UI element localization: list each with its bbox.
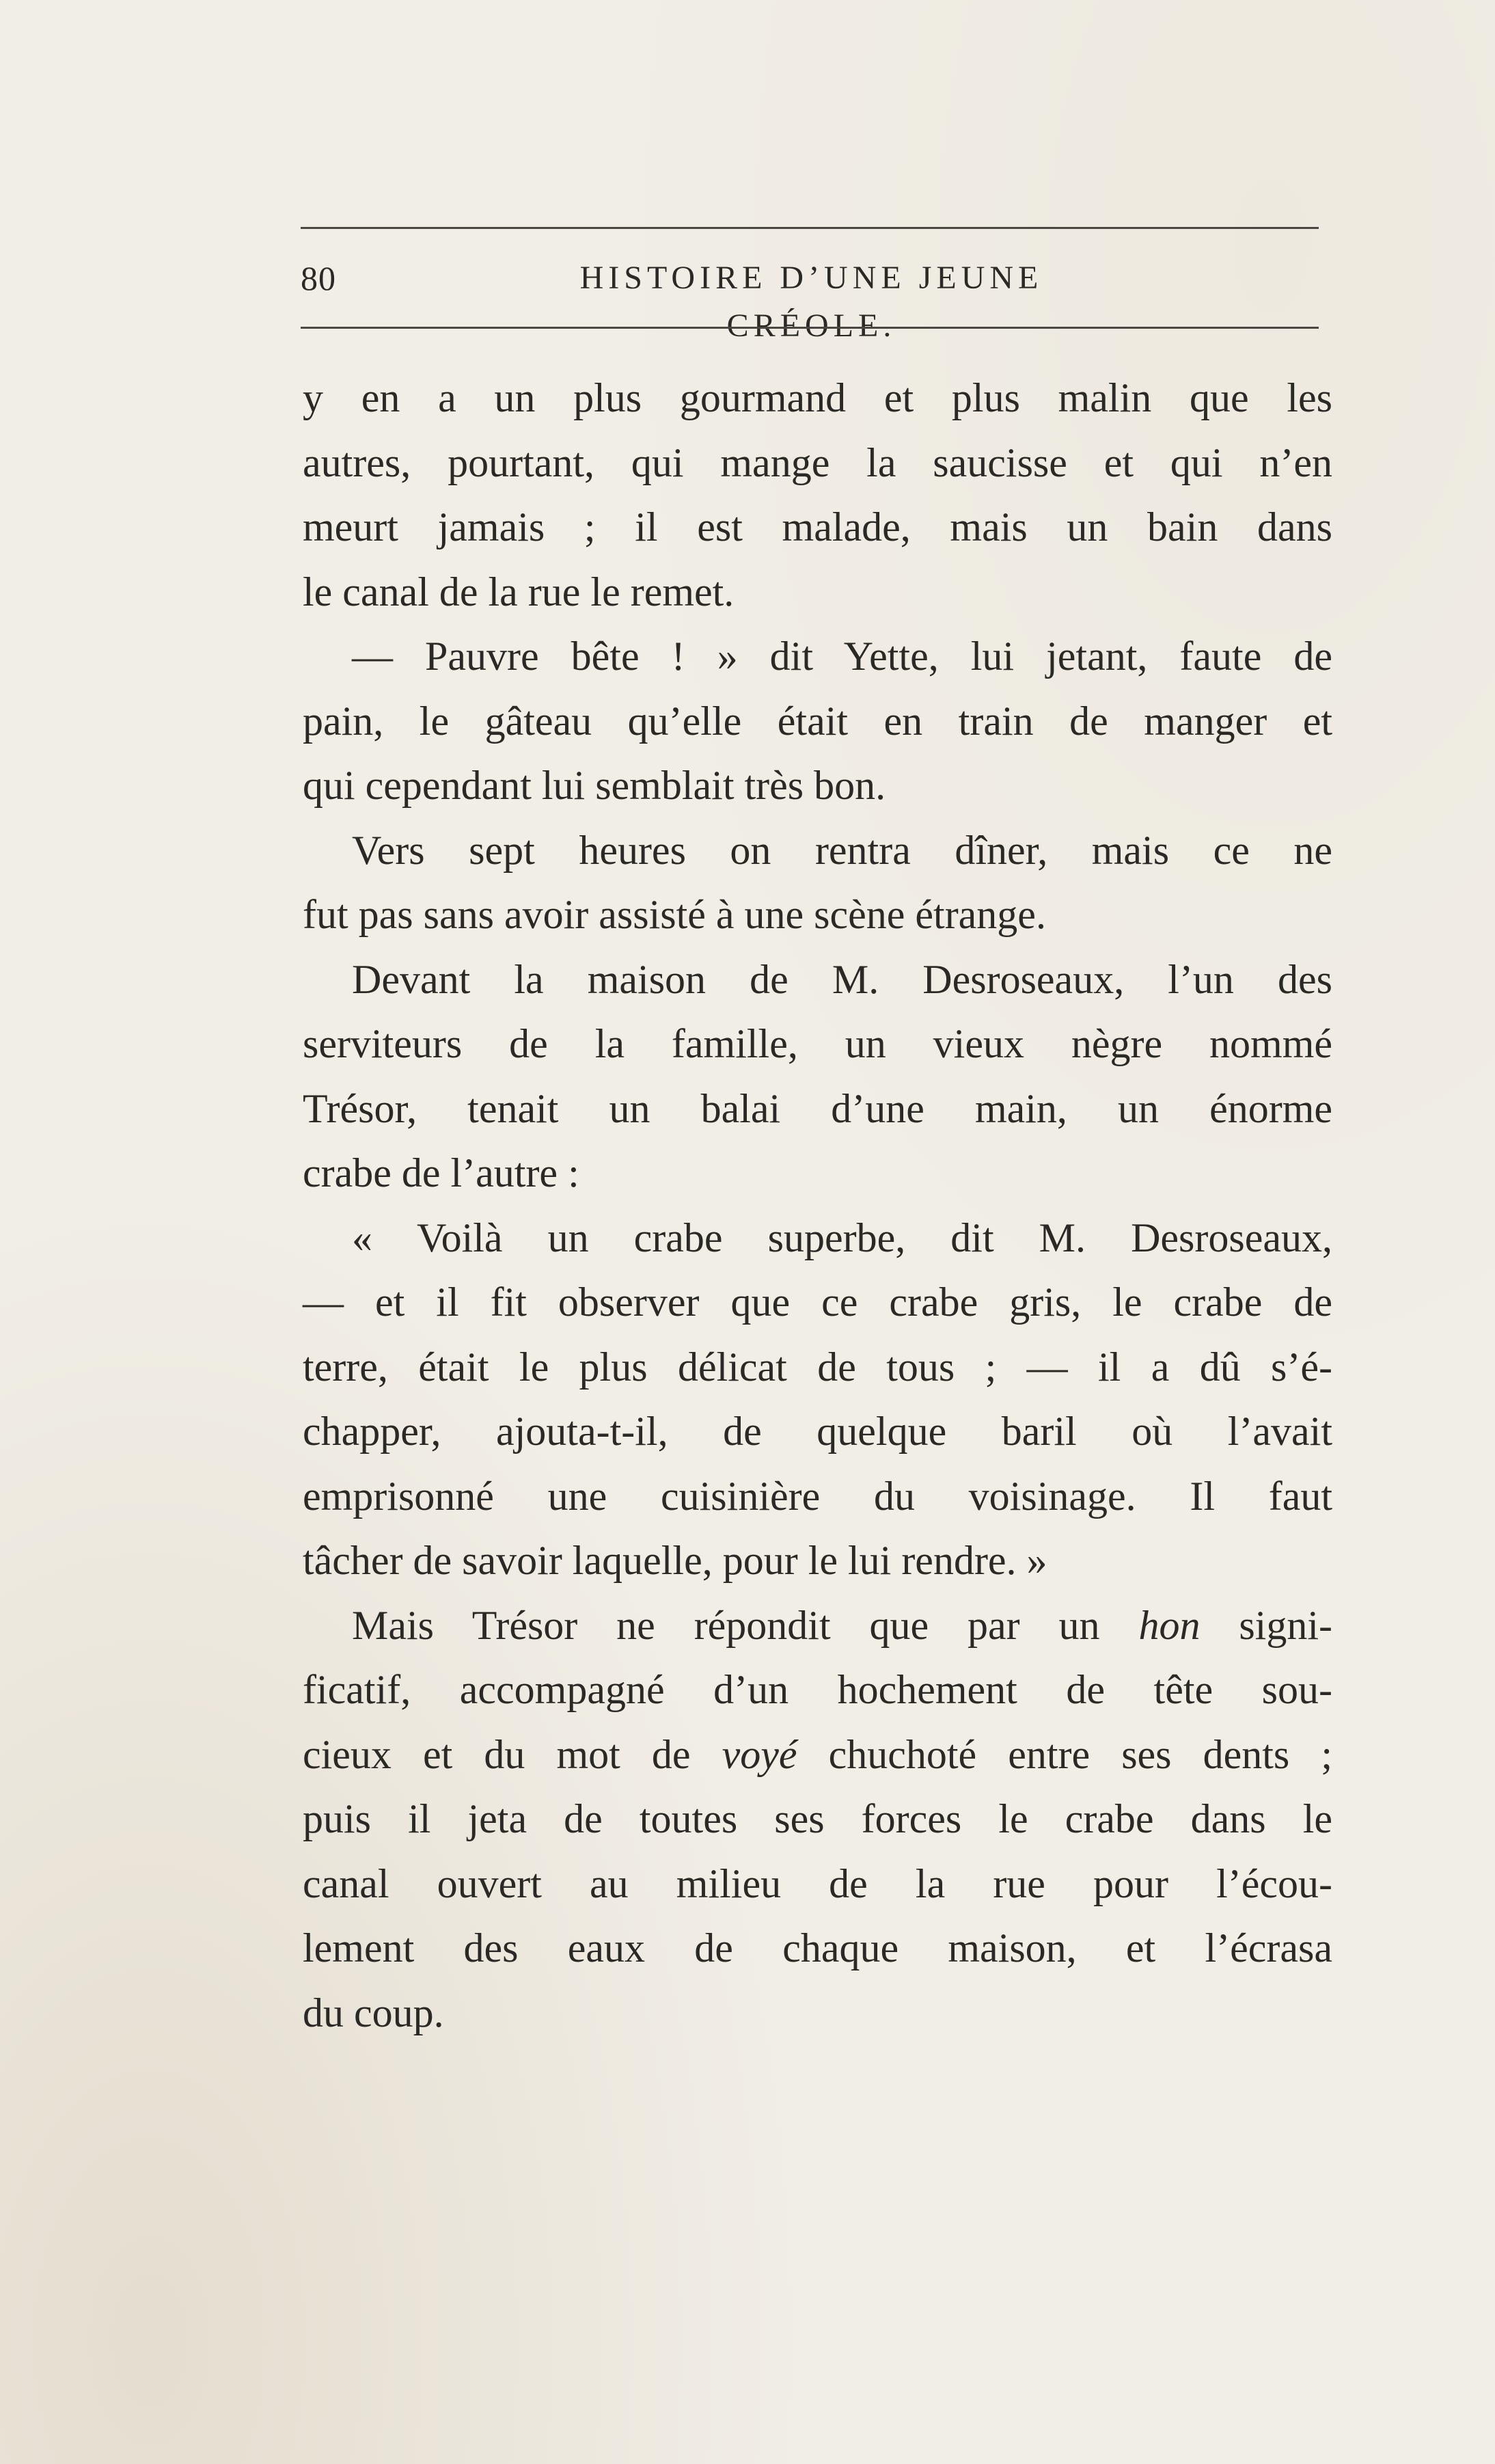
text-line: ficatif, accompagné d’un hochement de tête sou-	[303, 1667, 1332, 1712]
running-title: HISTOIRE D’UNE JEUNE CRÉOLE.	[579, 260, 1043, 344]
text-run: signi-	[1200, 1602, 1332, 1648]
text-line: le canal de la rue le remet.	[303, 569, 735, 614]
running-header	[301, 254, 1319, 344]
header-top-rule	[301, 227, 1319, 229]
italic-word: hon	[1138, 1602, 1201, 1648]
text-line: — et il fit observer que ce crabe gris, le crabe de	[303, 1280, 1332, 1325]
text-line	[303, 1593, 1332, 1658]
text-run: chuchoté entre ses dents ;	[797, 1731, 1333, 1777]
text-line	[303, 1722, 1332, 1787]
text-line: lement des eaux de chaque maison, et l’écrasa	[303, 1925, 1332, 1971]
text-line: — Pauvre bête ! » dit Yette, lui jetant, faute de	[352, 634, 1332, 679]
text-line: tâcher de savoir laquelle, pour le lui rendre. »	[303, 1538, 1047, 1583]
text-line: qui cependant lui semblait très bon.	[303, 763, 886, 808]
italic-word: voyé	[722, 1731, 797, 1777]
text-line: Trésor, tenait un balai d’une main, un énorme	[303, 1085, 1332, 1131]
text-run: cieux et du mot de	[303, 1731, 722, 1777]
text-line: canal ouvert au milieu de la rue pour l’écou-	[303, 1860, 1332, 1906]
text-line: puis il jeta de toutes ses forces le crabe dans le	[303, 1796, 1332, 1841]
page-number: 80	[301, 259, 336, 297]
text-line: y en a un plus gourmand et plus malin que les	[303, 375, 1332, 420]
text-line: serviteurs de la famille, un vieux nègre nommé	[303, 1021, 1332, 1066]
text-line: autres, pourtant, qui mange la saucisse et qui n’en	[303, 439, 1332, 485]
text-line: pain, le gâteau qu’elle était en train de manger et	[303, 698, 1332, 744]
text-run: Mais Trésor ne répondit que par un	[352, 1602, 1139, 1648]
text-line: crabe de l’autre :	[303, 1150, 579, 1195]
text-line: du coup.	[303, 1990, 444, 2035]
text-line: « Voilà un crabe superbe, dit M. Desroseaux,	[352, 1215, 1332, 1260]
text-line: Vers sept heures on rentra dîner, mais ce ne	[352, 827, 1332, 873]
text-line: Devant la maison de M. Desroseaux, l’un des	[352, 956, 1332, 1002]
header-bottom-rule	[301, 327, 1319, 329]
body-text	[303, 366, 1332, 2045]
text-line: chapper, ajouta-t-il, de quelque baril où l’avait	[303, 1409, 1332, 1454]
text-line: terre, était le plus délicat de tous ; — il a dû s’é-	[303, 1344, 1332, 1390]
text-line: emprisonné une cuisinière du voisinage. Il faut	[303, 1473, 1332, 1519]
text-line: fut pas sans avoir assisté à une scène étrange.	[303, 892, 1046, 937]
text-line: meurt jamais ; il est malade, mais un bain dans	[303, 504, 1332, 550]
